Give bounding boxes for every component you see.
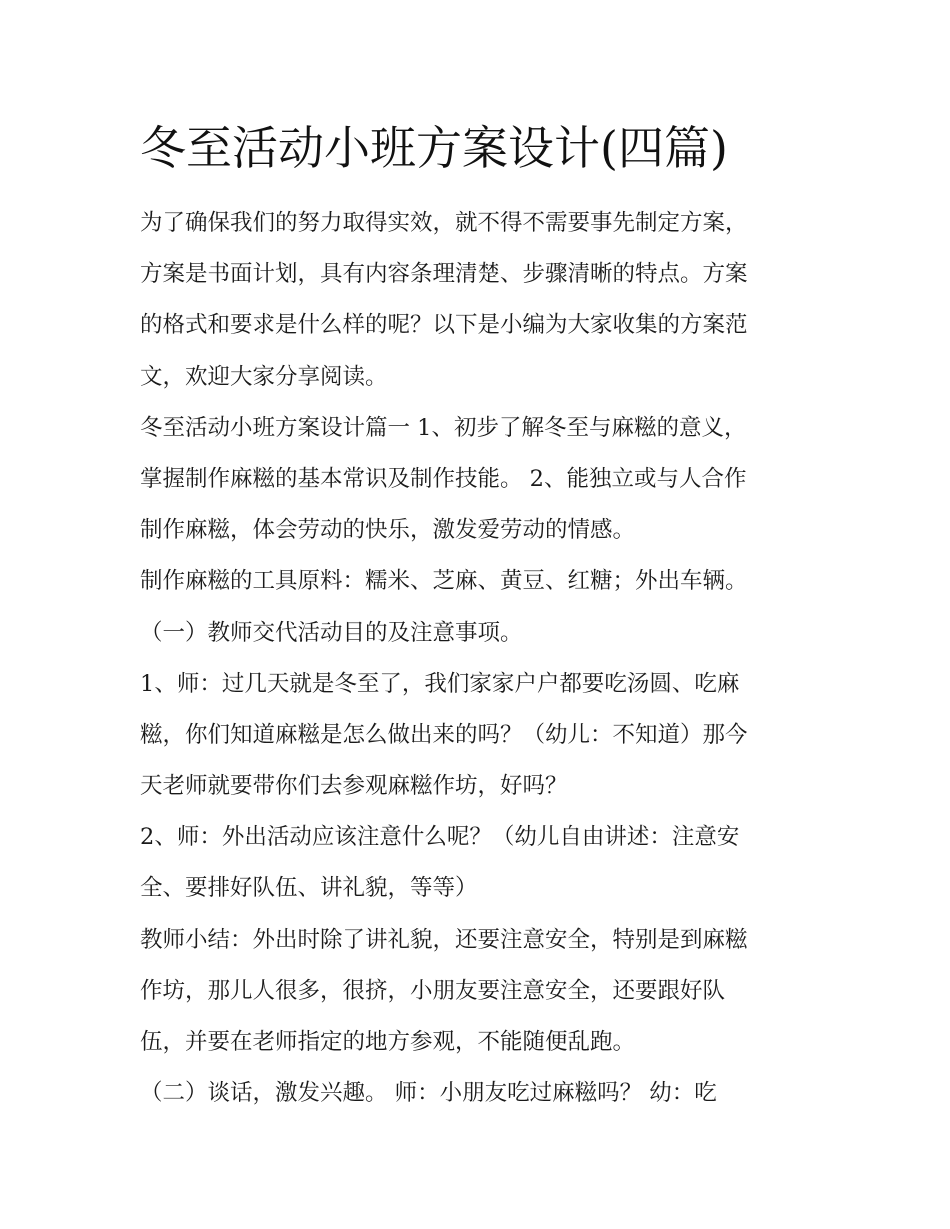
text-line: 全、要排好队伍、讲礼貌，等等） [140,875,478,902]
text-line: （二）谈话，激发兴趣。 师：小朋友吃过麻糍吗？ 幼：吃 [140,1080,717,1107]
text-line: 伍，并要在老师指定的地方参观，不能随便乱跑。 [140,1029,636,1055]
text-line: 糍，你们知道麻糍是怎么做出来的吗？（幼儿：不知道）那今 [140,721,748,748]
text-line: 掌握制作麻糍的基本常识及制作技能。 2、能独立或与人合作 [140,465,747,492]
text-line: 1、师：过几天就是冬至了，我们家家户户都要吃汤圆、吃麻 [140,670,740,697]
document-body [140,198,820,1119]
text-line: 制作麻糍，体会劳动的快乐，激发爱劳动的情感。 [140,517,636,544]
text-line: 冬至活动小班方案设计篇一 1、初步了解冬至与麻糍的意义， [140,414,747,441]
text-line: 天老师就要带你们去参观麻糍作坊，好吗？ [140,773,568,800]
text-line: 方案是书面计划，具有内容条理清楚、步骤清晰的特点。方案 [140,261,748,288]
document-title: 冬至活动小班方案设计(四篇) [140,121,728,175]
text-line: 作坊，那儿人很多，很挤，小朋友要注意安全，还要跟好队 [140,977,726,1004]
text-line: 教师小结：外出时除了讲礼貌，还要注意安全，特别是到麻糍 [140,926,748,953]
text-line: 的格式和要求是什么样的呢？以下是小编为大家收集的方案范 [140,312,748,339]
text-line: 2、师：外出活动应该注意什么呢？（幼儿自由讲述：注意安 [140,824,740,851]
text-line: （一）教师交代活动目的及注意事项。 [140,619,523,646]
text-line: 制作麻糍的工具原料：糯米、芝麻、黄豆、红糖；外出车辆。 [140,568,748,595]
text-line: 文，欢迎大家分享阅读。 [140,363,388,390]
text-line: 为了确保我们的努力取得实效，就不得不需要事先制定方案， [140,210,748,236]
